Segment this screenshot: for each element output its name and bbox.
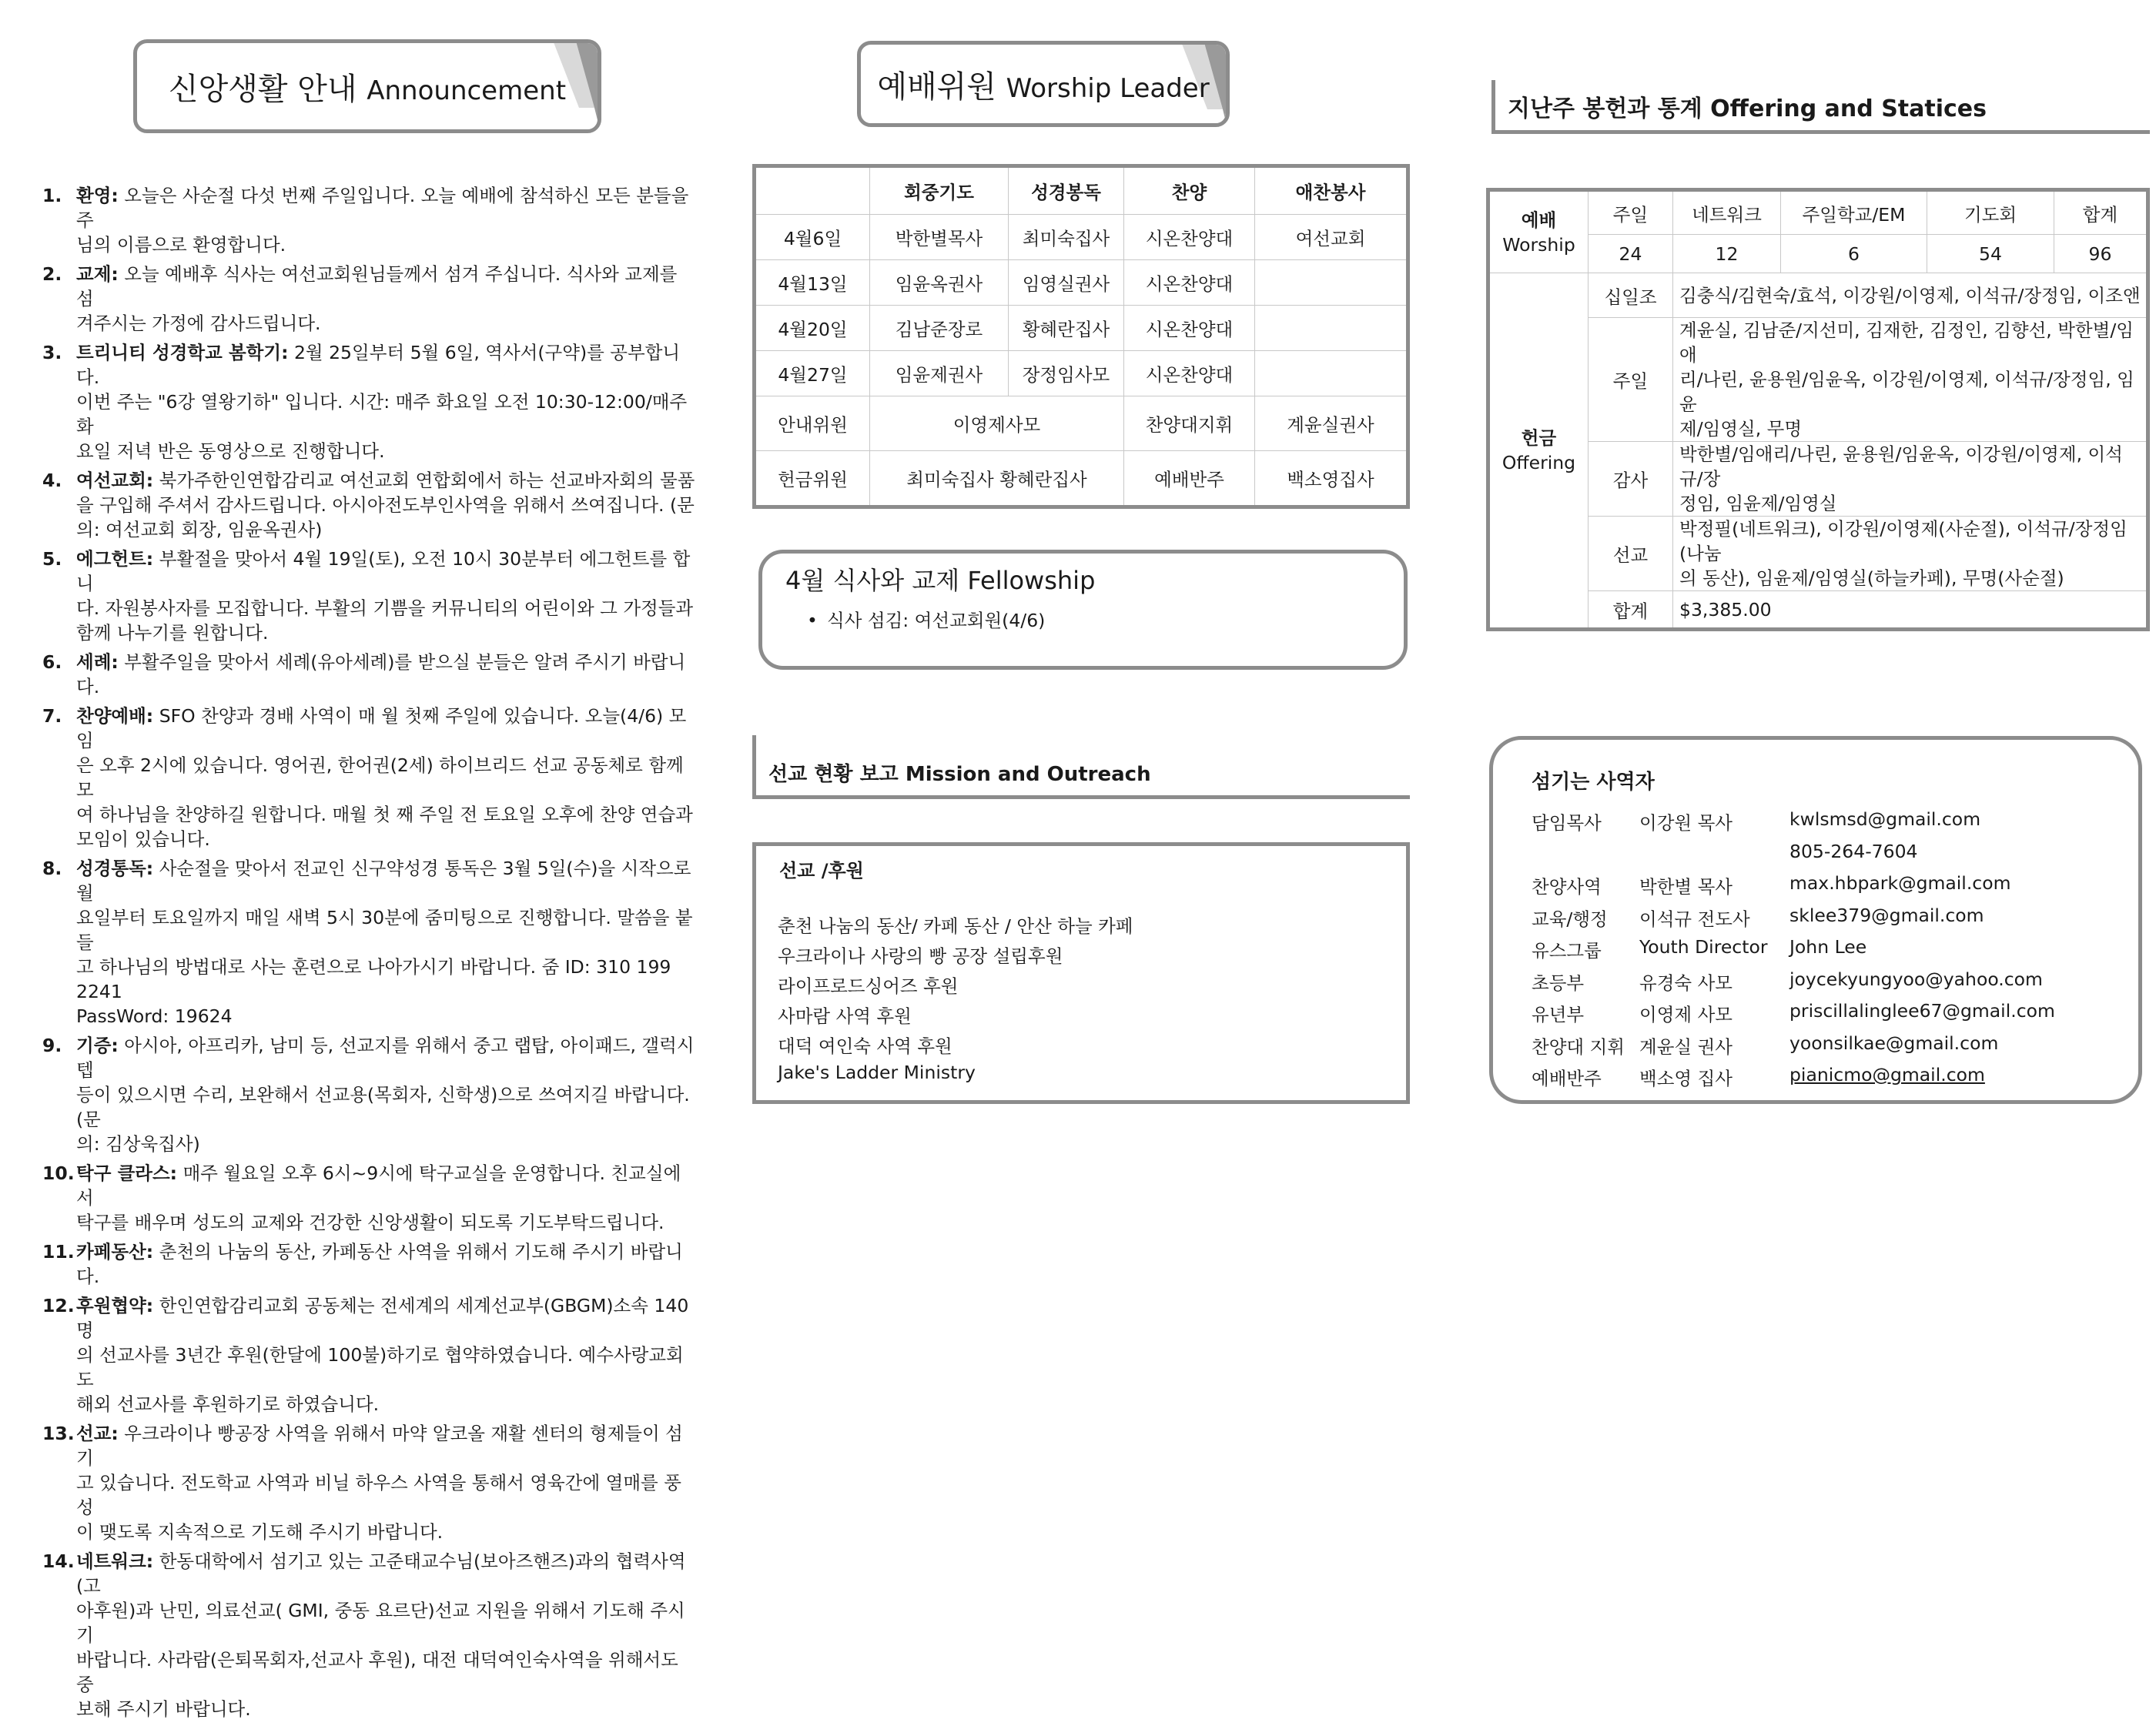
- table-row: [755, 396, 1408, 450]
- offering-committee-label: 헌금위원: [755, 450, 870, 507]
- item-text: 오늘 예배후 식사는 여선교회원님들께서 섬겨 주십니다. 식사와 교제를 섬: [76, 263, 678, 309]
- worship-leader-table: [752, 164, 1410, 509]
- table-cell: [1255, 350, 1408, 396]
- item-text: 의: 여선교회 회장, 임윤옥권사): [76, 519, 323, 540]
- minister-contact[interactable]: joycekyungyoo@yahoo.com: [1789, 968, 2043, 990]
- minister-name: 유경숙 사모: [1639, 972, 1732, 994]
- item-text: 이번 주는 "6강 열왕기하" 입니다. 시간: 매주 화요일 오전 10:30-12:00/매주 화: [76, 391, 688, 437]
- minister-role: 찬양사역: [1532, 876, 1602, 898]
- item-text: 부활주일을 맞아서 세례(유아세례)를 받으실 분들은 알려 주시기 바랍니다.: [76, 651, 686, 697]
- list-item: 대덕 여인숙 사역 후원: [778, 1035, 952, 1057]
- stat-header: 기도회: [1927, 190, 2054, 235]
- worship-count-label-ko: 예배: [1521, 209, 1557, 231]
- table-cell: 시온찬양대: [1124, 350, 1255, 396]
- offering-type: 합계: [1589, 591, 1673, 630]
- item-number: 5.: [42, 548, 62, 570]
- table-cell: 임영실권사: [1009, 259, 1124, 305]
- offering-names-line: 의 동산), 임윤제/임영실(하늘카페), 무명(사순절): [1679, 567, 2064, 589]
- offering-type: 주일: [1589, 318, 1673, 442]
- minister-name: 이강원 목사: [1639, 812, 1732, 834]
- stat-header: 주일학교/EM: [1781, 190, 1927, 235]
- table-cell: 황혜란집사: [1009, 305, 1124, 350]
- stat-header-row: [1488, 190, 2148, 235]
- stat-header: 합계: [2054, 190, 2148, 235]
- item-number: 7.: [42, 705, 62, 727]
- choir-leader: 계윤실권사: [1255, 396, 1408, 450]
- table-row: [755, 350, 1408, 396]
- item-keyword: 기증:: [76, 1035, 119, 1056]
- offering-names: [1673, 318, 2148, 442]
- mission-subtitle: 선교 /후원: [779, 860, 864, 881]
- minister-contact[interactable]: pianicmo@gmail.com: [1789, 1064, 1985, 1085]
- worship-header-cell: 애찬봉사: [1255, 166, 1408, 215]
- worship-header-cell: [755, 166, 870, 215]
- list-item: [42, 340, 697, 463]
- offering-names-line: 박정필(네트워크), 이강원/이영제(사순절), 이석규/장정임(나눔: [1679, 518, 2128, 564]
- list-item: [42, 183, 697, 257]
- item-number: 6.: [42, 651, 62, 673]
- table-cell: 임윤제권사: [870, 350, 1009, 396]
- worship-header-cell: 찬양: [1124, 166, 1255, 215]
- item-number: 4.: [42, 470, 62, 491]
- item-text: 다. 자원봉사자를 모집합니다. 부활의 기쁨을 커뮤니티의 어린이와 그 가정들과: [76, 597, 694, 619]
- item-text: 님의 이름으로 환영합니다.: [76, 234, 286, 256]
- offering-type: 십일조: [1589, 273, 1673, 318]
- stat-header: 주일: [1589, 190, 1673, 235]
- item-keyword: 여선교회:: [76, 470, 154, 491]
- table-cell: 박한별목사: [870, 214, 1009, 259]
- item-keyword: 탁구 클라스:: [76, 1162, 178, 1184]
- ministers-box: [1489, 736, 2142, 1104]
- offering-label-ko: 헌금: [1521, 427, 1557, 449]
- item-keyword: 찬양예배:: [76, 705, 154, 727]
- list-item: [42, 1549, 697, 1721]
- fellowship-bullet-text: 식사 섬김: 여선교회원(4/6): [827, 610, 1046, 631]
- item-text: 여 하나님을 찬양하길 원합니다. 매월 첫 째 주일 전 토요일 오후에 찬양 연습과: [76, 804, 693, 825]
- worship-title-ko: 예배위원: [877, 69, 996, 105]
- stat-value: 96: [2054, 235, 2148, 273]
- minister-name: 이영제 사모: [1639, 1004, 1732, 1025]
- list-item: [42, 1161, 697, 1235]
- worship-count-label: [1488, 190, 1589, 273]
- offering-names-line: 제/임영실, 무명: [1679, 418, 1803, 440]
- offering-title: 지난주 봉헌과 통계 Offering and Statices: [1508, 95, 1987, 122]
- fellowship-bullet-item: [807, 606, 1045, 632]
- list-item: [42, 262, 697, 336]
- item-text: 매주 월요일 오후 6시~9시에 탁구교실을 운영합니다. 친교실에서: [76, 1162, 681, 1209]
- list-item: 우크라이나 사랑의 빵 공장 설립후원: [778, 945, 1063, 967]
- minister-name: 백소영 집사: [1639, 1068, 1732, 1089]
- worship-title-en: Worship Leader: [1006, 72, 1210, 104]
- mission-box: [752, 842, 1410, 1104]
- stat-header: 네트워크: [1673, 190, 1781, 235]
- worship-header-cell: 성경봉독: [1009, 166, 1124, 215]
- stat-value: 6: [1781, 235, 1927, 273]
- offering-names-line: 박한별/임애리/나린, 윤용원/임윤옥, 이강원/이영제, 이석규/장: [1679, 443, 2123, 490]
- item-number: 2.: [42, 263, 62, 285]
- table-cell: 시온찬양대: [1124, 259, 1255, 305]
- table-row: [755, 450, 1408, 507]
- table-cell: 최미숙집사: [1009, 214, 1124, 259]
- item-keyword: 선교:: [76, 1423, 119, 1444]
- worship-title: [877, 62, 1209, 106]
- item-text: 을 구입해 주셔서 감사드립니다. 아시아전도부인사역을 위해서 쓰여집니다. (문: [76, 494, 695, 516]
- worship-header-row: [755, 166, 1408, 215]
- item-text: 은 오후 2시에 있습니다. 영어권, 한어권(2세) 하이브리드 선교 공동체로 함께 모: [76, 754, 684, 801]
- mission-header: [752, 735, 1410, 799]
- mission-title: 선교 현황 보고 Mission and Outreach: [768, 763, 1151, 786]
- offering-total-value: $3,385.00: [1679, 598, 1772, 620]
- minister-name: Youth Director: [1639, 936, 1768, 958]
- minister-role: 유스그룹: [1532, 940, 1602, 962]
- item-text: 겨주시는 가정에 감사드립니다.: [76, 313, 321, 334]
- offering-committee-names: 최미숙집사 황혜란집사: [870, 450, 1124, 507]
- minister-contact[interactable]: yoonsilkae@gmail.com: [1789, 1032, 1999, 1054]
- item-number: 12.: [42, 1295, 75, 1316]
- item-text: 탁구를 배우며 성도의 교제와 건강한 신앙생활이 되도록 기도부탁드립니다.: [76, 1212, 665, 1233]
- item-text: 의: 김상욱집사): [76, 1133, 200, 1155]
- offering-type: 감사: [1589, 442, 1673, 517]
- fellowship-title: 4월 식사와 교제 Fellowship: [785, 566, 1096, 595]
- list-item: 사마람 사역 후원: [778, 1005, 912, 1027]
- minister-role: 찬양대 지휘: [1532, 1035, 1625, 1058]
- offering-total: [1673, 591, 2148, 630]
- item-keyword: 성경통독:: [76, 858, 154, 879]
- list-item: [42, 704, 697, 851]
- minister-role: 교육/행정: [1532, 908, 1608, 930]
- item-number: 3.: [42, 342, 62, 363]
- item-text: PassWord: 19624: [76, 1005, 233, 1027]
- item-text: 고 하나님의 방법대로 사는 훈련으로 나아가시기 바랍니다. 줌 ID: 310 199 2241: [76, 956, 671, 1002]
- offering-names: [1673, 442, 2148, 517]
- offering-names-line: 계윤실, 김남준/지선미, 김재한, 김정인, 김향선, 박한별/임애: [1679, 319, 2134, 366]
- announcement-title-box: [133, 39, 601, 133]
- offering-label: [1488, 273, 1589, 630]
- announcement-title-en: Announcement: [367, 75, 567, 106]
- table-row: [1488, 273, 2148, 318]
- choir-leader-label: 찬양대지휘: [1124, 396, 1255, 450]
- item-keyword: 에그헌트:: [76, 548, 154, 570]
- item-number: 1.: [42, 185, 62, 206]
- item-keyword: 환영:: [76, 185, 119, 206]
- offering-label-en: Offering: [1502, 452, 1576, 473]
- table-cell: [1255, 305, 1408, 350]
- item-keyword: 네트워크:: [76, 1550, 154, 1572]
- item-text: 북가주한인연합감리교 여선교회 연합회에서 하는 선교바자회의 물품: [159, 470, 695, 491]
- item-text: 고 있습니다. 전도학교 사역과 비닐 하우스 사역을 통해서 영육간에 열매를 풍성: [76, 1472, 681, 1518]
- table-cell: 4월6일: [755, 214, 870, 259]
- item-number: 14.: [42, 1550, 75, 1572]
- item-text: 함께 나누기를 원합니다.: [76, 622, 269, 644]
- list-item: [42, 547, 697, 645]
- item-number: 13.: [42, 1423, 75, 1444]
- item-keyword: 트리니티 성경학교 봄학기:: [76, 342, 289, 363]
- list-item: 춘천 나눔의 동산/ 카페 동산 / 안산 하늘 카페: [778, 915, 1133, 937]
- minister-role: 유년부: [1532, 1004, 1585, 1025]
- table-cell: 여선교회: [1255, 214, 1408, 259]
- list-item: [42, 468, 697, 542]
- offering-type: 선교: [1589, 517, 1673, 591]
- table-cell: 시온찬양대: [1124, 305, 1255, 350]
- item-number: 9.: [42, 1035, 62, 1056]
- item-text: 보해 주시기 바랍니다.: [76, 1698, 251, 1720]
- item-keyword: 후원협약:: [76, 1295, 154, 1316]
- item-text: SFO 찬양과 경배 사역이 매 월 첫째 주일에 있습니다. 오늘(4/6) 모임: [76, 705, 687, 751]
- table-row: [755, 259, 1408, 305]
- offering-names-line: 리/나린, 윤용원/임윤옥, 이강원/이영제, 이석규/장정임, 임윤: [1679, 369, 2134, 415]
- item-keyword: 세례:: [76, 651, 119, 673]
- item-text: 오늘은 사순절 다섯 번째 주일입니다. 오늘 예배에 참석하신 모든 분들을 주: [76, 185, 689, 231]
- list-item: [42, 1033, 697, 1156]
- table-cell: 김남준장로: [870, 305, 1009, 350]
- item-number: 10.: [42, 1162, 75, 1184]
- announcement-title: [169, 65, 566, 109]
- minister-name: 이석규 전도사: [1639, 908, 1750, 930]
- offering-header: [1491, 80, 2150, 134]
- guide-label: 안내위원: [755, 396, 870, 450]
- item-text: 아시아, 아프리카, 남미 등, 선교지를 위해서 중고 랩탑, 아이패드, 갤럭시텝: [76, 1035, 695, 1081]
- table-cell: 4월27일: [755, 350, 870, 396]
- offering-names: [1673, 517, 2148, 591]
- offering-names-line: 정임, 임윤제/임영실: [1679, 493, 1837, 514]
- ministers-title: 섬기는 사역자: [1532, 771, 1655, 794]
- list-item: [42, 856, 697, 1029]
- list-item: [42, 1293, 697, 1417]
- item-text: 한동대학에서 섬기고 있는 고준태교수님(보아즈핸즈)과의 협력사역(고: [76, 1550, 686, 1597]
- fellowship-box: [758, 550, 1408, 670]
- item-text: 등이 있으시면 수리, 보완해서 선교용(목회자, 신학생)으로 쓰여지길 바랍니다.(문: [76, 1084, 690, 1130]
- table-cell: 임윤옥권사: [870, 259, 1009, 305]
- item-text: 한인연합감리교회 공동체는 전세계의 세계선교부(GBGM)소속 140명: [76, 1295, 689, 1341]
- list-item: [42, 650, 697, 699]
- table-cell: 장정임사모: [1009, 350, 1124, 396]
- list-item: [42, 1421, 697, 1544]
- item-text: 바랍니다. 사라람(은퇴목회자,선교사 후원), 대전 대덕여인숙사역을 위해서도 중: [76, 1649, 678, 1695]
- item-text: 이 맺도록 지속적으로 기도해 주시기 바랍니다.: [76, 1521, 444, 1543]
- bullet-icon: •: [807, 610, 818, 631]
- minister-role: 초등부: [1532, 972, 1585, 994]
- announcement-list: [42, 183, 697, 1726]
- minister-contact[interactable]: max.hbpark@gmail.com: [1789, 872, 2011, 894]
- minister-contact[interactable]: priscillalinglee67@gmail.com: [1789, 1000, 2055, 1022]
- guide-names: 이영제사모: [870, 396, 1124, 450]
- accompanist: 백소영집사: [1255, 450, 1408, 507]
- worship-header-cell: 회중기도: [870, 166, 1009, 215]
- accompanist-label: 예배반주: [1124, 450, 1255, 507]
- item-text: 요일 저녁 반은 동영상으로 진행합니다.: [76, 440, 385, 462]
- item-text: 춘천의 나눔의 동산, 카페동산 사역을 위해서 기도해 주시기 바랍니다.: [76, 1241, 683, 1287]
- minister-name: 박한별 목사: [1639, 876, 1732, 898]
- item-number: 11.: [42, 1241, 75, 1263]
- item-text: 사순절을 맞아서 전교인 신구약성경 통독은 3월 5일(수)을 시작으로 월: [76, 858, 691, 904]
- table-cell: 시온찬양대: [1124, 214, 1255, 259]
- item-text: 부활절을 맞아서 4월 19일(토), 오전 10시 30분부터 에그헌트를 합니: [76, 548, 691, 594]
- table-row: [755, 214, 1408, 259]
- announcement-title-ko: 신앙생활 안내: [168, 71, 357, 107]
- item-number: 8.: [42, 858, 62, 879]
- offering-names: [1673, 273, 2148, 318]
- stat-value: 24: [1589, 235, 1673, 273]
- table-cell: 4월20일: [755, 305, 870, 350]
- offering-names-line: 김충식/김현숙/효석, 이강원/이영제, 이석규/장정임, 이조앤: [1679, 284, 2141, 306]
- minister-name: 계윤실 권사: [1639, 1035, 1732, 1058]
- item-text: 해외 선교사를 후원하기로 하였습니다.: [76, 1393, 380, 1415]
- item-text: 아후원)과 난민, 의료선교( GMI, 중동 요르단)선교 지원을 위해서 기도해 주시기: [76, 1600, 685, 1646]
- minister-contact: 805-264-7604: [1789, 840, 1918, 862]
- minister-role: 담임목사: [1532, 812, 1602, 834]
- minister-contact[interactable]: kwlsmsd@gmail.com: [1789, 808, 1981, 830]
- worship-count-label-en: Worship: [1502, 233, 1575, 256]
- list-item: Jake's Ladder Ministry: [778, 1062, 976, 1083]
- table-cell: [1255, 259, 1408, 305]
- stat-value: 12: [1673, 235, 1781, 273]
- list-item: [42, 1239, 697, 1289]
- worship-title-box: [857, 41, 1230, 127]
- minister-contact: John Lee: [1789, 936, 1867, 958]
- item-text: 2월 25일부터 5월 6일, 역사서(구약)를 공부합니다.: [76, 342, 681, 388]
- item-keyword: 카페동산:: [76, 1241, 154, 1263]
- item-text: 우크라이나 빵공장 사역을 위해서 마약 알코올 재활 센터의 형제들이 섬기: [76, 1423, 683, 1469]
- minister-role: 예배반주: [1532, 1068, 1602, 1089]
- stat-value: 54: [1927, 235, 2054, 273]
- offering-table: [1486, 188, 2150, 631]
- minister-contact[interactable]: sklee379@gmail.com: [1789, 904, 1984, 926]
- list-item: 라이프로드싱어즈 후원: [778, 975, 959, 997]
- table-cell: 4월13일: [755, 259, 870, 305]
- item-keyword: 교제:: [76, 263, 119, 285]
- item-text: 의 선교사를 3년간 후원(한달에 100불)하기로 협약하였습니다. 예수사랑교회도: [76, 1344, 684, 1390]
- table-row: [755, 305, 1408, 350]
- item-text: 모임이 있습니다.: [76, 828, 210, 850]
- item-text: 요일부터 토요일까지 매일 새벽 5시 30분에 줌미팅으로 진행합니다. 말씀을 붙들: [76, 907, 693, 953]
